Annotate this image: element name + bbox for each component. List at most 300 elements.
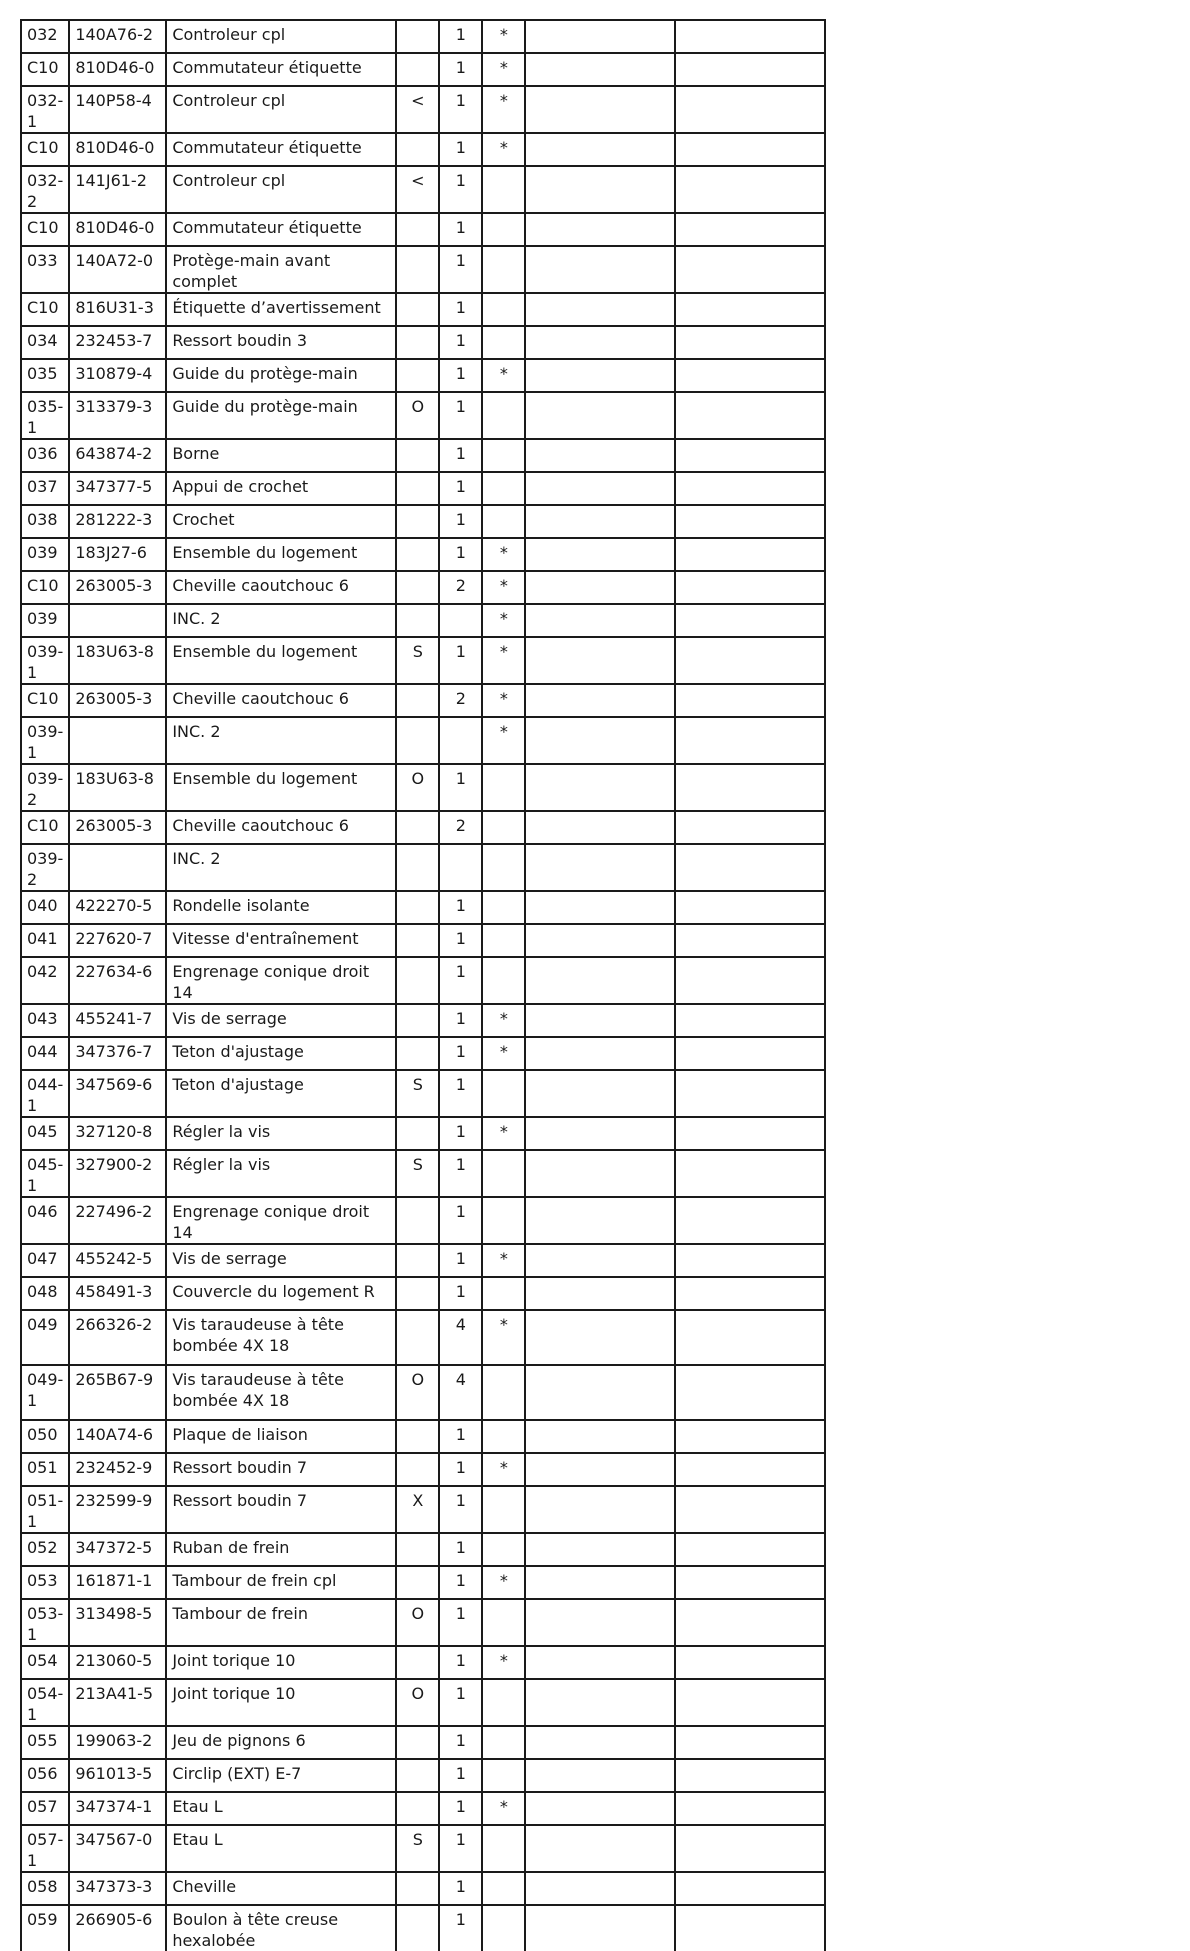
cell-empty — [675, 764, 825, 811]
cell-empty — [675, 133, 825, 166]
table-row — [21, 717, 825, 764]
cell-empty — [525, 1365, 675, 1420]
table-row — [21, 53, 825, 86]
cell-description: INC. 2 — [166, 604, 396, 637]
cell-mark — [482, 1365, 525, 1420]
cell-empty — [525, 717, 675, 764]
cell-empty — [675, 1726, 825, 1759]
cell-part-no: 266326-2 — [69, 1310, 166, 1365]
cell-empty — [525, 1277, 675, 1310]
cell-empty — [675, 891, 825, 924]
cell-item-no: 053 — [21, 1566, 69, 1599]
cell-empty — [525, 1905, 675, 1951]
table-row — [21, 20, 825, 53]
table-row — [21, 1646, 825, 1679]
cell-empty — [525, 1420, 675, 1453]
cell-part-no: 141J61-2 — [69, 166, 166, 213]
cell-description: Engrenage conique droit 14 — [166, 1197, 396, 1244]
cell-mark — [482, 1759, 525, 1792]
cell-quantity: 2 — [439, 811, 482, 844]
cell-code — [396, 53, 439, 86]
cell-mark — [482, 1679, 525, 1726]
cell-part-no: 458491-3 — [69, 1277, 166, 1310]
cell-empty — [525, 293, 675, 326]
cell-mark: * — [482, 538, 525, 571]
cell-empty — [525, 505, 675, 538]
cell-quantity: 1 — [439, 1277, 482, 1310]
cell-item-no: 032-1 — [21, 86, 69, 133]
cell-empty — [525, 684, 675, 717]
cell-mark: * — [482, 1310, 525, 1365]
cell-description: Guide du protège-main — [166, 359, 396, 392]
cell-description: Commutateur étiquette — [166, 53, 396, 86]
cell-code: O — [396, 764, 439, 811]
cell-description: Borne — [166, 439, 396, 472]
parts-table — [20, 19, 826, 1951]
cell-part-no: 263005-3 — [69, 684, 166, 717]
cell-empty — [525, 1599, 675, 1646]
cell-code — [396, 604, 439, 637]
cell-description: Ressort boudin 7 — [166, 1453, 396, 1486]
cell-item-no: 044-1 — [21, 1070, 69, 1117]
cell-part-no: 227496-2 — [69, 1197, 166, 1244]
cell-quantity: 1 — [439, 359, 482, 392]
cell-part-no: 327900-2 — [69, 1150, 166, 1197]
table-row — [21, 1420, 825, 1453]
cell-description: Circlip (EXT) E-7 — [166, 1759, 396, 1792]
table-row — [21, 957, 825, 1004]
cell-item-no: 045-1 — [21, 1150, 69, 1197]
table-row — [21, 538, 825, 571]
cell-mark: * — [482, 1646, 525, 1679]
cell-quantity — [439, 844, 482, 891]
cell-part-no: 183J27-6 — [69, 538, 166, 571]
cell-description: Ensemble du logement — [166, 538, 396, 571]
cell-part-no: 310879-4 — [69, 359, 166, 392]
cell-empty — [525, 53, 675, 86]
cell-part-no — [69, 844, 166, 891]
cell-item-no: 039-1 — [21, 717, 69, 764]
cell-code — [396, 1872, 439, 1905]
cell-empty — [525, 20, 675, 53]
cell-item-no: 059 — [21, 1905, 69, 1951]
cell-part-no: 232452-9 — [69, 1453, 166, 1486]
cell-mark — [482, 166, 525, 213]
cell-mark — [482, 392, 525, 439]
table-row — [21, 1453, 825, 1486]
cell-description: Engrenage conique droit 14 — [166, 957, 396, 1004]
cell-empty — [675, 571, 825, 604]
cell-item-no: 032 — [21, 20, 69, 53]
cell-empty — [675, 1004, 825, 1037]
table-row — [21, 1792, 825, 1825]
cell-mark: * — [482, 1244, 525, 1277]
cell-description: Controleur cpl — [166, 86, 396, 133]
cell-part-no: 227634-6 — [69, 957, 166, 1004]
cell-item-no: 039-2 — [21, 844, 69, 891]
cell-empty — [675, 717, 825, 764]
table-row — [21, 1365, 825, 1420]
cell-empty — [525, 924, 675, 957]
cell-item-no: 043 — [21, 1004, 69, 1037]
table-row — [21, 684, 825, 717]
cell-empty — [525, 1310, 675, 1365]
cell-empty — [525, 1679, 675, 1726]
cell-empty — [675, 811, 825, 844]
cell-description: Joint torique 10 — [166, 1646, 396, 1679]
cell-description: Tambour de frein — [166, 1599, 396, 1646]
cell-empty — [525, 1825, 675, 1872]
cell-description: Commutateur étiquette — [166, 213, 396, 246]
cell-quantity: 2 — [439, 684, 482, 717]
cell-code — [396, 1792, 439, 1825]
cell-empty — [525, 538, 675, 571]
cell-mark: * — [482, 359, 525, 392]
cell-description: Étiquette d’avertissement — [166, 293, 396, 326]
cell-mark — [482, 472, 525, 505]
cell-part-no: 313379-3 — [69, 392, 166, 439]
table-row — [21, 1310, 825, 1365]
cell-item-no: C10 — [21, 213, 69, 246]
cell-code: O — [396, 392, 439, 439]
table-row — [21, 1759, 825, 1792]
table-row — [21, 472, 825, 505]
cell-description: Appui de crochet — [166, 472, 396, 505]
cell-empty — [525, 604, 675, 637]
cell-description: Ruban de frein — [166, 1533, 396, 1566]
cell-code — [396, 1037, 439, 1070]
cell-item-no: 053-1 — [21, 1599, 69, 1646]
cell-description: Vitesse d'entraînement — [166, 924, 396, 957]
cell-quantity: 1 — [439, 1453, 482, 1486]
cell-empty — [675, 637, 825, 684]
cell-part-no: 265B67-9 — [69, 1365, 166, 1420]
cell-empty — [675, 213, 825, 246]
cell-quantity: 1 — [439, 1150, 482, 1197]
cell-description: Protège-main avant complet — [166, 246, 396, 293]
cell-mark — [482, 1905, 525, 1951]
cell-item-no: 035 — [21, 359, 69, 392]
table-row — [21, 811, 825, 844]
cell-quantity: 1 — [439, 326, 482, 359]
cell-mark: * — [482, 86, 525, 133]
cell-empty — [675, 53, 825, 86]
cell-code — [396, 1277, 439, 1310]
cell-description: Joint torique 10 — [166, 1679, 396, 1726]
cell-empty — [525, 571, 675, 604]
cell-mark: * — [482, 571, 525, 604]
cell-item-no: 048 — [21, 1277, 69, 1310]
cell-code — [396, 1420, 439, 1453]
cell-code: O — [396, 1679, 439, 1726]
cell-mark — [482, 891, 525, 924]
cell-item-no: 051-1 — [21, 1486, 69, 1533]
cell-quantity: 1 — [439, 1037, 482, 1070]
cell-quantity: 1 — [439, 166, 482, 213]
table-row — [21, 571, 825, 604]
cell-part-no: 347372-5 — [69, 1533, 166, 1566]
cell-empty — [675, 20, 825, 53]
cell-part-no: 232599-9 — [69, 1486, 166, 1533]
cell-empty — [525, 637, 675, 684]
cell-description: Cheville caoutchouc 6 — [166, 811, 396, 844]
cell-code: O — [396, 1599, 439, 1646]
cell-part-no: 347567-0 — [69, 1825, 166, 1872]
cell-quantity: 1 — [439, 133, 482, 166]
cell-empty — [675, 1825, 825, 1872]
cell-quantity: 1 — [439, 1759, 482, 1792]
cell-empty — [525, 1004, 675, 1037]
cell-empty — [675, 1150, 825, 1197]
cell-empty — [525, 1486, 675, 1533]
cell-description: Controleur cpl — [166, 166, 396, 213]
cell-item-no: 039 — [21, 538, 69, 571]
cell-item-no: 052 — [21, 1533, 69, 1566]
table-row — [21, 1277, 825, 1310]
cell-item-no: 056 — [21, 1759, 69, 1792]
cell-empty — [525, 957, 675, 1004]
cell-code: < — [396, 166, 439, 213]
cell-empty — [675, 439, 825, 472]
cell-code — [396, 246, 439, 293]
cell-empty — [675, 1277, 825, 1310]
cell-item-no: 038 — [21, 505, 69, 538]
cell-code — [396, 1004, 439, 1037]
table-row — [21, 1004, 825, 1037]
cell-code — [396, 538, 439, 571]
cell-code — [396, 684, 439, 717]
cell-description: Ressort boudin 3 — [166, 326, 396, 359]
table-row — [21, 1533, 825, 1566]
cell-empty — [525, 764, 675, 811]
cell-quantity: 1 — [439, 86, 482, 133]
cell-item-no: 057-1 — [21, 1825, 69, 1872]
cell-part-no: 213A41-5 — [69, 1679, 166, 1726]
table-row — [21, 1070, 825, 1117]
cell-item-no: 057 — [21, 1792, 69, 1825]
cell-mark — [482, 811, 525, 844]
cell-empty — [675, 1197, 825, 1244]
cell-quantity: 1 — [439, 924, 482, 957]
cell-quantity: 1 — [439, 1197, 482, 1244]
cell-part-no: 347373-3 — [69, 1872, 166, 1905]
cell-mark: * — [482, 1792, 525, 1825]
cell-description: Jeu de pignons 6 — [166, 1726, 396, 1759]
cell-quantity: 1 — [439, 505, 482, 538]
cell-code — [396, 1566, 439, 1599]
cell-quantity: 2 — [439, 571, 482, 604]
cell-part-no: 263005-3 — [69, 811, 166, 844]
table-row — [21, 213, 825, 246]
cell-part-no: 643874-2 — [69, 439, 166, 472]
table-row — [21, 604, 825, 637]
cell-description: Guide du protège-main — [166, 392, 396, 439]
cell-empty — [675, 1792, 825, 1825]
cell-mark — [482, 1197, 525, 1244]
cell-mark — [482, 1872, 525, 1905]
cell-part-no: 266905-6 — [69, 1905, 166, 1951]
cell-quantity: 1 — [439, 1825, 482, 1872]
cell-empty — [675, 246, 825, 293]
cell-empty — [675, 86, 825, 133]
cell-code — [396, 133, 439, 166]
cell-empty — [675, 957, 825, 1004]
cell-empty — [675, 392, 825, 439]
cell-empty — [675, 1365, 825, 1420]
cell-empty — [525, 1759, 675, 1792]
cell-empty — [525, 213, 675, 246]
cell-item-no: 054-1 — [21, 1679, 69, 1726]
cell-mark — [482, 924, 525, 957]
cell-code: O — [396, 1365, 439, 1420]
cell-description: Cheville caoutchouc 6 — [166, 684, 396, 717]
table-row — [21, 1117, 825, 1150]
cell-part-no: 455241-7 — [69, 1004, 166, 1037]
cell-part-no: 810D46-0 — [69, 133, 166, 166]
cell-item-no: 033 — [21, 246, 69, 293]
cell-code — [396, 717, 439, 764]
cell-mark — [482, 213, 525, 246]
cell-empty — [525, 1244, 675, 1277]
cell-part-no: 213060-5 — [69, 1646, 166, 1679]
cell-item-no: 046 — [21, 1197, 69, 1244]
cell-code — [396, 1533, 439, 1566]
cell-item-no: C10 — [21, 684, 69, 717]
cell-item-no: 047 — [21, 1244, 69, 1277]
cell-empty — [525, 1197, 675, 1244]
cell-part-no: 347377-5 — [69, 472, 166, 505]
cell-code — [396, 213, 439, 246]
cell-quantity: 1 — [439, 53, 482, 86]
cell-mark — [482, 1533, 525, 1566]
cell-item-no: C10 — [21, 133, 69, 166]
cell-empty — [675, 538, 825, 571]
cell-description: Régler la vis — [166, 1150, 396, 1197]
cell-description: INC. 2 — [166, 844, 396, 891]
cell-empty — [675, 1244, 825, 1277]
cell-code — [396, 1905, 439, 1951]
cell-quantity: 1 — [439, 1533, 482, 1566]
cell-empty — [525, 1070, 675, 1117]
cell-mark: * — [482, 53, 525, 86]
cell-code — [396, 293, 439, 326]
cell-code — [396, 571, 439, 604]
cell-empty — [525, 439, 675, 472]
cell-quantity: 1 — [439, 1679, 482, 1726]
cell-mark — [482, 1599, 525, 1646]
cell-mark — [482, 1486, 525, 1533]
cell-mark — [482, 957, 525, 1004]
table-row — [21, 246, 825, 293]
cell-item-no: 035-1 — [21, 392, 69, 439]
cell-description: Teton d'ajustage — [166, 1037, 396, 1070]
cell-mark — [482, 326, 525, 359]
cell-description: Ressort boudin 7 — [166, 1486, 396, 1533]
cell-empty — [525, 326, 675, 359]
cell-empty — [525, 1566, 675, 1599]
cell-quantity: 1 — [439, 891, 482, 924]
cell-code — [396, 326, 439, 359]
cell-code: S — [396, 1070, 439, 1117]
cell-mark: * — [482, 20, 525, 53]
cell-empty — [675, 1679, 825, 1726]
cell-empty — [675, 924, 825, 957]
cell-mark: * — [482, 684, 525, 717]
cell-description: Tambour de frein cpl — [166, 1566, 396, 1599]
cell-part-no: 161871-1 — [69, 1566, 166, 1599]
cell-code — [396, 1117, 439, 1150]
cell-mark — [482, 1150, 525, 1197]
cell-code — [396, 924, 439, 957]
cell-part-no: 140A72-0 — [69, 246, 166, 293]
cell-code: S — [396, 1825, 439, 1872]
cell-empty — [675, 1872, 825, 1905]
cell-code: < — [396, 86, 439, 133]
table-row — [21, 133, 825, 166]
cell-part-no: 455242-5 — [69, 1244, 166, 1277]
cell-item-no: 044 — [21, 1037, 69, 1070]
cell-code — [396, 957, 439, 1004]
cell-quantity: 1 — [439, 1486, 482, 1533]
cell-mark — [482, 1277, 525, 1310]
cell-mark — [482, 439, 525, 472]
cell-empty — [525, 1533, 675, 1566]
cell-part-no: 961013-5 — [69, 1759, 166, 1792]
table-row — [21, 1197, 825, 1244]
cell-empty — [675, 359, 825, 392]
cell-empty — [675, 293, 825, 326]
cell-quantity: 1 — [439, 1004, 482, 1037]
cell-quantity: 1 — [439, 637, 482, 684]
cell-description: Vis de serrage — [166, 1004, 396, 1037]
cell-item-no: 045 — [21, 1117, 69, 1150]
cell-quantity: 1 — [439, 1872, 482, 1905]
table-row — [21, 86, 825, 133]
cell-quantity — [439, 717, 482, 764]
cell-empty — [675, 1117, 825, 1150]
cell-part-no: 227620-7 — [69, 924, 166, 957]
table-row — [21, 891, 825, 924]
cell-description: Plaque de liaison — [166, 1420, 396, 1453]
cell-item-no: C10 — [21, 293, 69, 326]
cell-quantity: 1 — [439, 246, 482, 293]
table-row — [21, 1244, 825, 1277]
cell-description: Vis de serrage — [166, 1244, 396, 1277]
cell-description: Régler la vis — [166, 1117, 396, 1150]
cell-quantity: 1 — [439, 764, 482, 811]
cell-empty — [525, 246, 675, 293]
cell-part-no: 810D46-0 — [69, 213, 166, 246]
cell-quantity: 1 — [439, 1070, 482, 1117]
cell-description: Etau L — [166, 1792, 396, 1825]
cell-item-no: 036 — [21, 439, 69, 472]
cell-empty — [525, 1792, 675, 1825]
table-row — [21, 326, 825, 359]
cell-part-no: 347376-7 — [69, 1037, 166, 1070]
cell-item-no: 041 — [21, 924, 69, 957]
cell-code — [396, 439, 439, 472]
table-row — [21, 1726, 825, 1759]
cell-empty — [675, 1037, 825, 1070]
cell-quantity: 1 — [439, 1420, 482, 1453]
cell-code — [396, 1197, 439, 1244]
cell-description: INC. 2 — [166, 717, 396, 764]
cell-mark: * — [482, 717, 525, 764]
cell-quantity — [439, 604, 482, 637]
cell-empty — [675, 505, 825, 538]
cell-mark — [482, 505, 525, 538]
cell-description: Vis taraudeuse à tête bombée 4X 18 — [166, 1365, 396, 1420]
